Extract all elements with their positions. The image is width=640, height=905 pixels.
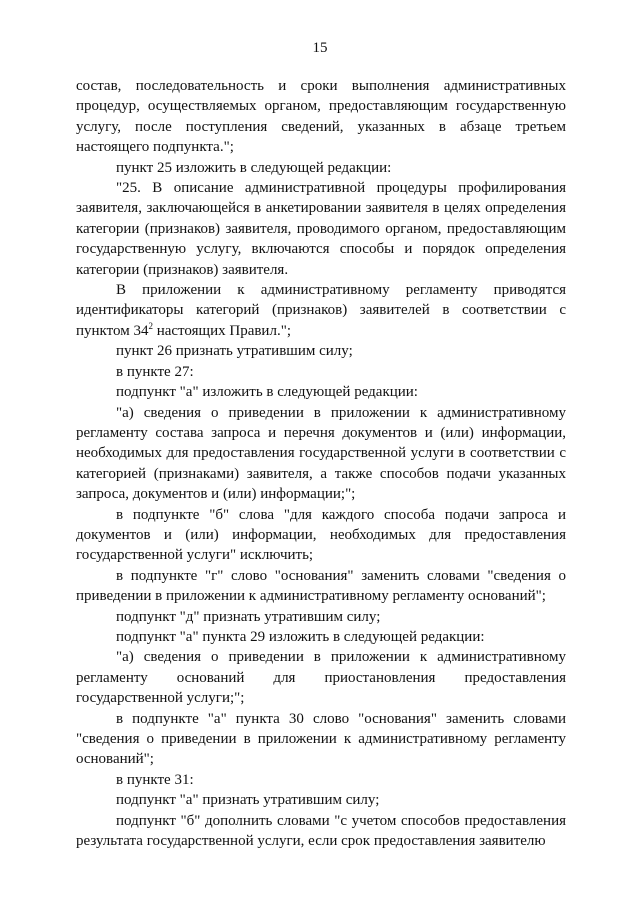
paragraph: подпункт "а" изложить в следующей редакции: [116,384,418,401]
paragraph: в подпункте "г" слово "основания" заменить словами "сведения о приведении в приложении к административному регламенту оснований"; [76,567,566,605]
document-body [76,76,566,851]
paragraph: в подпункте "а" пункта 30 слово "основания" заменить словами "сведения о приведении в приложении к административному регламенту оснований"; [76,710,566,768]
paragraph: подпункт "а" признать утратившим силу; [116,792,380,809]
paragraph: в пункте 31: [116,771,194,788]
paragraph: подпункт "б" дополнить словами "с учетом способов предоставления результата государственной услуги, если срок предоставления заявителю [76,812,566,850]
page-number: 15 [312,40,328,56]
paragraph [76,280,566,341]
superscript: 2 [148,320,153,331]
paragraph-text: настоящих Правил."; [152,322,291,339]
paragraph: подпункт "а" пункта 29 изложить в следующей редакции: [116,628,485,645]
paragraph: "а) сведения о приведении в приложении к административному регламенту оснований для приостановления предоставления государственной услуги;"; [76,649,566,707]
paragraph: "а) сведения о приведении в приложении к административному регламенту состава запроса и перечня документов и (или) информации, необходимых для предоставления государственной услуги в соответствии с категорией (признаками) заявителя, а также способов подачи указанных запроса, документов и (или) информации;"; [76,404,566,503]
paragraph: в подпункте "б" слова "для каждого способа подачи запроса и документов и (или) информации, необходимых для предоставления государственной услуги" исключить; [76,506,566,564]
paragraph: пункт 25 изложить в следующей редакции: [116,159,392,176]
paragraph: "25. В описание административной процедуры профилирования заявителя, заключающейся в анкетировании заявителя в целях определения категории (признаков) заявителя, проводимого органом, предоставляющим государственную услугу, включаются способы и порядок определения категории (признаков) заявителя. [76,180,566,278]
paragraph: в пункте 27: [116,363,194,380]
paragraph: состав, последовательность и сроки выполнения административных процедур, осуществляемых органом, предоставляющим государственную услугу, после поступления сведений, указанных в абзаце третьем настоящего подпункта."; [76,78,566,156]
paragraph: подпункт "д" признать утратившим силу; [116,608,381,625]
paragraph: пункт 26 признать утратившим силу; [116,343,353,360]
paragraph-text: В приложении к административному регламенту приводятся идентификаторы категорий (признаков) заявителей в соответствии с пунктом 34 [76,282,566,339]
